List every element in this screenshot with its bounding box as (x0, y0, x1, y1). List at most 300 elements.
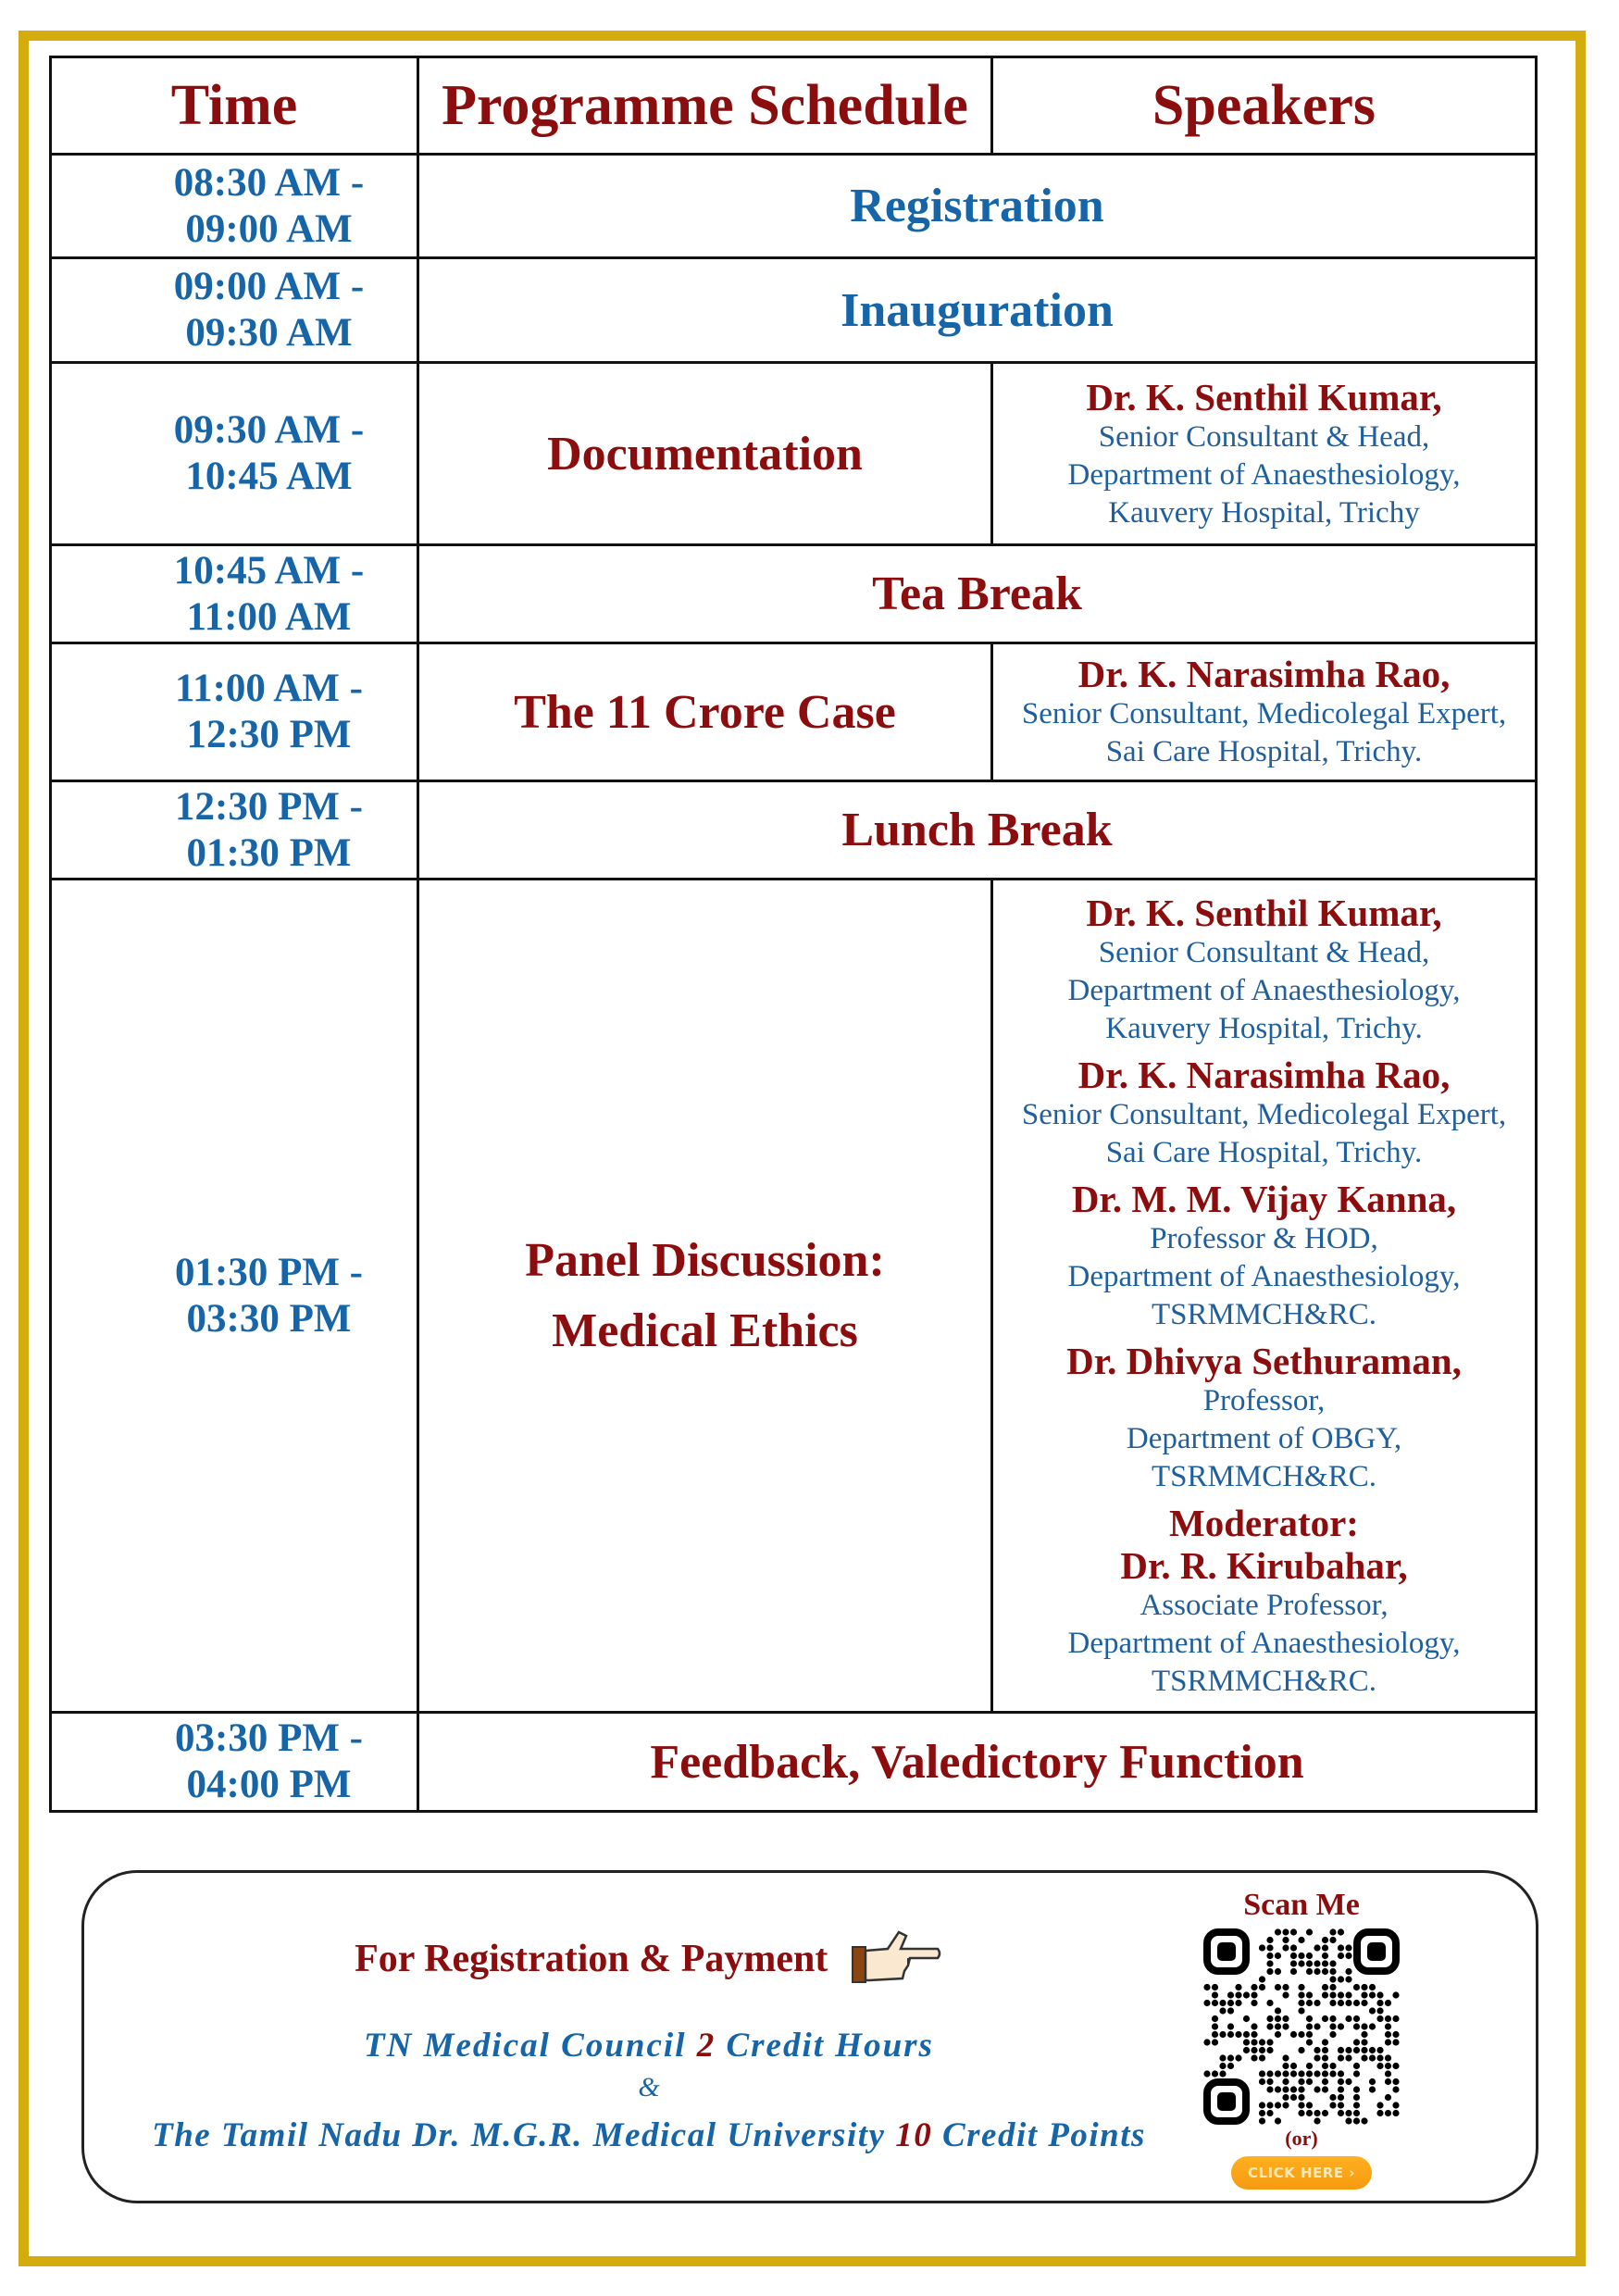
qr-module (1314, 2070, 1320, 2077)
speaker-detail: Department of Anaesthesiology, (1067, 1259, 1461, 1293)
qr-module (1266, 2000, 1273, 2006)
qr-module (1251, 2054, 1257, 2061)
qr-module (1259, 2117, 1265, 2124)
qr-module (1385, 2031, 1391, 2038)
speaker-detail: Department of OBGY, (1126, 1421, 1402, 1455)
qr-module (1361, 2047, 1367, 2053)
qr-module (1322, 1944, 1328, 1951)
qr-module (1345, 1953, 1351, 1959)
qr-module (1353, 2015, 1360, 2022)
qr-module (1369, 1984, 1376, 1990)
qr-module (1385, 2094, 1391, 2101)
panelist (993, 892, 1535, 1048)
qr-module (1385, 2063, 1391, 2069)
qr-module (1376, 2102, 1383, 2108)
qr-module (1266, 2039, 1273, 2045)
or-label: (or) (1285, 2127, 1318, 2150)
speaker-detail: TSRMMCH&RC. (1152, 1297, 1376, 1331)
qr-module (1385, 2015, 1391, 2022)
qr-module (1203, 1984, 1210, 1990)
qr-module (1353, 2086, 1360, 2092)
qr-module (1322, 2047, 1328, 2053)
qr-module (1361, 1991, 1367, 1998)
qr-module (1203, 2039, 1210, 2045)
qr-module (1392, 2086, 1399, 2092)
time-end: 11:00 AM (186, 594, 352, 639)
credit1-suffix: Credit Hours (716, 2027, 934, 2065)
qr-module (1353, 2047, 1360, 2053)
qr-module (1322, 2110, 1328, 2116)
time-cell (51, 545, 418, 643)
time-start: 12:30 PM - (175, 784, 363, 829)
session-title-line2: Medical Ethics (552, 1304, 858, 1357)
time-start: 10:45 AM - (173, 548, 365, 593)
qr-module (1219, 2007, 1226, 2014)
qr-module (1338, 2086, 1344, 2092)
qr-module (1314, 2117, 1320, 2124)
qr-module (1314, 2110, 1320, 2116)
qr-module (1282, 1937, 1289, 1943)
qr-module (1290, 2063, 1297, 2069)
session-title: Registration (418, 155, 1537, 258)
qr-module (1243, 2047, 1250, 2053)
time-end: 09:00 AM (185, 206, 353, 251)
qr-module (1322, 2063, 1328, 2069)
session-title: The 11 Crore Case (418, 643, 992, 781)
qr-module (1219, 2031, 1226, 2038)
qr-module (1369, 2086, 1376, 2092)
registration-box (81, 1870, 1538, 2203)
qr-module (1306, 2102, 1313, 2108)
qr-module (1227, 2023, 1234, 2029)
credit2-number: 10 (895, 2116, 933, 2154)
qr-module (1275, 2023, 1281, 2029)
qr-module (1251, 1984, 1257, 1990)
qr-module (1306, 2063, 1313, 2069)
qr-module (1259, 1984, 1265, 1990)
qr-module (1329, 1991, 1336, 1998)
qr-module (1266, 1937, 1273, 1943)
qr-module (1361, 2023, 1367, 2029)
qr-module (1314, 2086, 1320, 2092)
speaker-detail: TSRMMCH&RC. (1152, 1459, 1376, 1493)
speaker-detail: Associate Professor, (1140, 1588, 1389, 1622)
qr-module (1392, 2039, 1399, 2045)
qr-module (1385, 2000, 1391, 2006)
qr-module (1259, 2102, 1265, 2108)
qr-module (1259, 1944, 1265, 1951)
qr-module (1329, 2094, 1336, 2101)
qr-module (1385, 2054, 1391, 2061)
qr-module (1345, 1976, 1351, 1982)
qr-module (1329, 2000, 1336, 2006)
qr-module (1353, 2039, 1360, 2045)
qr-module (1361, 1984, 1367, 1990)
qr-module (1322, 1960, 1328, 1966)
time-cell (51, 1713, 418, 1812)
qr-module (1266, 2102, 1273, 2108)
qr-module (1361, 2117, 1367, 2124)
speaker-detail: Department of Anaesthesiology, (1067, 457, 1461, 492)
qr-module (1298, 2078, 1304, 2085)
time-start: 09:00 AM - (173, 265, 365, 308)
table-row (51, 545, 1537, 643)
qr-module (1345, 2015, 1351, 2022)
time-end: 09:30 AM (185, 311, 353, 355)
speaker-detail: Professor, (1202, 1383, 1326, 1417)
qr-module (1282, 2078, 1289, 2085)
qr-module (1338, 2054, 1344, 2061)
qr-module (1376, 2007, 1383, 2014)
qr-module (1219, 2054, 1226, 2061)
qr-module (1266, 1944, 1273, 1951)
qr-module (1392, 1991, 1399, 1998)
qr-module (1353, 2117, 1360, 2124)
qr-module (1353, 2070, 1360, 2077)
qr-module (1282, 2070, 1289, 2077)
qr-module (1212, 2023, 1218, 2029)
speaker-name: Dr. K. Narasimha Rao, (1077, 653, 1451, 695)
registration-title: For Registration & Payment (355, 1938, 828, 1981)
qr-module (1212, 2031, 1218, 2038)
pointing-hand-icon (851, 1928, 943, 1996)
qr-module (1212, 2015, 1218, 2022)
qr-module (1345, 1968, 1351, 1975)
qr-module (1338, 2078, 1344, 2085)
session-title-line1: Panel Discussion: (525, 1233, 885, 1287)
qr-module (1376, 2000, 1383, 2006)
qr-module (1275, 2086, 1281, 2092)
qr-module (1314, 2047, 1320, 2053)
qr-module (1376, 2047, 1383, 2053)
session-title (418, 880, 992, 1713)
table-row (51, 643, 1537, 781)
table-row (51, 363, 1537, 545)
qr-module (1306, 2070, 1313, 2077)
speaker-detail: Department of Anaesthesiology, (1067, 1626, 1461, 1660)
qr-module (1203, 2000, 1210, 2006)
qr-module (1282, 2023, 1289, 2029)
speaker-detail: Senior Consultant, Medicolegal Expert, (1021, 697, 1507, 730)
qr-module (1345, 2110, 1351, 2116)
qr-module (1322, 1953, 1328, 1959)
time-cell (51, 363, 418, 545)
qr-module (1314, 2023, 1320, 2029)
qr-module (1227, 2000, 1234, 2006)
qr-module (1282, 2063, 1289, 2069)
scan-section (1200, 1888, 1403, 2190)
qr-module (1329, 2015, 1336, 2022)
speaker-name: Dr. M. M. Vijay Kanna, (1071, 1177, 1457, 1220)
qr-module (1322, 1991, 1328, 1998)
qr-module (1306, 1991, 1313, 1998)
table-row (51, 880, 1537, 1713)
qr-module (1314, 2000, 1320, 2006)
qr-module (1306, 2000, 1313, 2006)
table-header-row (51, 57, 1537, 155)
qr-module (1282, 1928, 1289, 1935)
qr-module (1322, 1984, 1328, 1990)
qr-module (1282, 2102, 1289, 2108)
qr-module (1243, 2015, 1250, 2022)
speaker-detail: Sai Care Hospital, Trichy. (1105, 735, 1423, 768)
qr-module (1290, 2086, 1297, 2092)
qr-module (1306, 2078, 1313, 2085)
qr-module (1266, 1953, 1273, 1959)
qr-module (1275, 2015, 1281, 2022)
qr-module (1235, 2000, 1241, 2006)
schedule-table (49, 56, 1538, 1813)
qr-module (1227, 2031, 1234, 2038)
qr-module (1361, 2000, 1367, 2006)
qr-module (1212, 1984, 1218, 1990)
time-start: 08:30 AM - (173, 160, 365, 205)
scan-me-label: Scan Me (1243, 1888, 1360, 1922)
qr-module (1369, 2054, 1376, 2061)
qr-module (1243, 1991, 1250, 1998)
qr-module (1322, 2070, 1328, 2077)
qr-module (1251, 2023, 1257, 2029)
speaker-name: Dr. K. Narasimha Rao, (1077, 1053, 1451, 1096)
qr-module (1290, 1944, 1297, 1951)
qr-module (1345, 1991, 1351, 1998)
qr-module (1338, 1976, 1344, 1982)
qr-finder-center (1217, 2092, 1236, 2111)
qr-module (1290, 1928, 1297, 1935)
qr-module (1329, 2070, 1336, 2077)
qr-module (1376, 1991, 1383, 1998)
speakers-cell (992, 880, 1537, 1713)
qr-module (1290, 2094, 1297, 2101)
time-cell (51, 880, 418, 1713)
moderator (993, 1502, 1535, 1701)
tnmc-credit-text (84, 2026, 1214, 2065)
qr-module (1353, 2023, 1360, 2029)
qr-module (1345, 2047, 1351, 2053)
qr-module (1259, 2078, 1265, 2085)
panelist (993, 1340, 1535, 1496)
session-title: Documentation (418, 363, 992, 545)
qr-module (1298, 2094, 1304, 2101)
qr-module (1329, 2102, 1336, 2108)
qr-module (1345, 2078, 1351, 2085)
qr-module (1314, 1968, 1320, 1975)
speaker-name: Dr. Dhivya Sethuraman, (1066, 1339, 1462, 1382)
qr-module (1314, 1960, 1320, 1966)
qr-module (1392, 2031, 1399, 2038)
qr-module (1298, 2070, 1304, 2077)
qr-module (1212, 1991, 1218, 1998)
header-speakers: Speakers (992, 57, 1537, 155)
qr-module (1353, 2102, 1360, 2108)
qr-module (1306, 1928, 1313, 1935)
qr-module (1251, 2039, 1257, 2045)
qr-module (1219, 2063, 1226, 2069)
qr-module (1338, 2023, 1344, 2029)
table-row (51, 258, 1537, 363)
qr-module (1243, 2031, 1250, 2038)
qr-module (1251, 2031, 1257, 2038)
qr-module (1203, 2070, 1210, 2077)
qr-module (1329, 2031, 1336, 2038)
qr-module (1235, 2031, 1241, 2038)
qr-module (1298, 2007, 1304, 2014)
speaker-name: Dr. K. Senthil Kumar, (1086, 375, 1442, 418)
qr-module (1290, 2070, 1297, 2077)
qr-module (1338, 2047, 1344, 2053)
qr-module (1298, 1937, 1304, 1943)
qr-module (1227, 2054, 1234, 2061)
qr-module (1266, 2023, 1273, 2029)
qr-module (1282, 2086, 1289, 2092)
speaker-detail: TSRMMCH&RC. (1152, 1664, 1376, 1698)
speakers-cell (992, 363, 1537, 545)
qr-module (1376, 2015, 1383, 2022)
qr-module (1282, 1984, 1289, 1990)
qr-module (1306, 2023, 1313, 2029)
qr-module (1392, 2063, 1399, 2069)
time-cell (51, 781, 418, 880)
speaker-detail: Department of Anaesthesiology, (1067, 973, 1461, 1007)
qr-module (1376, 2054, 1383, 2061)
speaker-detail: Senior Consultant & Head, (1098, 419, 1430, 454)
qr-module (1306, 1960, 1313, 1966)
speaker-detail: Professor & HOD, (1150, 1221, 1378, 1255)
time-start: 09:30 AM - (173, 408, 365, 452)
qr-module (1392, 2078, 1399, 2085)
qr-module (1345, 2000, 1351, 2006)
time-end: 01:30 PM (186, 830, 352, 875)
qr-module (1243, 2039, 1250, 2045)
qr-code-icon[interactable] (1203, 1928, 1400, 2125)
qr-module (1227, 1991, 1234, 1998)
qr-module (1275, 2007, 1281, 2014)
qr-module (1275, 1928, 1281, 1935)
qr-module (1338, 2110, 1344, 2116)
qr-module (1266, 2110, 1273, 2116)
table-row (51, 1713, 1537, 1812)
qr-module (1298, 1953, 1304, 1959)
session-title: Lunch Break (418, 781, 1537, 880)
speaker-detail: Kauvery Hospital, Trichy (1108, 495, 1420, 530)
qr-module (1338, 2094, 1344, 2101)
time-start: 01:30 PM - (175, 1250, 363, 1294)
qr-module (1329, 1976, 1336, 1982)
click-here-button[interactable]: CLICK HERE › (1231, 2156, 1372, 2190)
qr-module (1314, 1944, 1320, 1951)
qr-module (1322, 2054, 1328, 2061)
qr-module (1298, 2047, 1304, 2053)
qr-module (1369, 2047, 1376, 2053)
qr-module (1219, 2070, 1226, 2077)
qr-module (1306, 2039, 1313, 2045)
qr-module (1259, 2054, 1265, 2061)
qr-module (1259, 1976, 1265, 1982)
panelist (993, 1054, 1535, 1172)
qr-module (1266, 2070, 1273, 2077)
registration-heading (84, 1928, 1214, 1996)
qr-module (1275, 1968, 1281, 1975)
qr-module (1251, 2000, 1257, 2006)
moderator-label: Moderator: (1169, 1501, 1359, 1544)
speaker-detail: Senior Consultant, Medicolegal Expert, (1021, 1097, 1507, 1131)
qr-module (1322, 2078, 1328, 2085)
speaker-detail: Kauvery Hospital, Trichy. (1105, 1011, 1423, 1045)
qr-module (1275, 1953, 1281, 1959)
qr-module (1282, 1944, 1289, 1951)
qr-finder-center (1367, 1942, 1386, 1961)
qr-module (1298, 1984, 1304, 1990)
speaker-detail: Sai Care Hospital, Trichy. (1105, 1135, 1423, 1169)
qr-module (1369, 1991, 1376, 1998)
qr-module (1235, 2054, 1241, 2061)
qr-module (1338, 2000, 1344, 2006)
qr-module (1385, 2070, 1391, 2077)
qr-module (1227, 2063, 1234, 2069)
qr-module (1369, 2078, 1376, 2085)
qr-module (1298, 1991, 1304, 1998)
time-cell (51, 155, 418, 258)
qr-module (1290, 1968, 1297, 1975)
qr-module (1329, 2063, 1336, 2069)
qr-module (1345, 2054, 1351, 2061)
qr-module (1290, 2031, 1297, 2038)
qr-module (1227, 2007, 1234, 2014)
qr-module (1251, 2047, 1257, 2053)
qr-module (1275, 1984, 1281, 1990)
qr-module (1235, 1984, 1241, 1990)
qr-module (1385, 2110, 1391, 2116)
qr-module (1306, 2015, 1313, 2022)
qr-module (1385, 2039, 1391, 2045)
qr-module (1329, 1960, 1336, 1966)
ampersand: & (638, 2072, 660, 2103)
time-cell (51, 643, 418, 781)
qr-module (1282, 2094, 1289, 2101)
credit2-suffix: Credit Points (932, 2116, 1146, 2154)
qr-module (1376, 2110, 1383, 2116)
qr-module (1298, 2086, 1304, 2092)
qr-module (1338, 1991, 1344, 1998)
qr-module (1275, 2031, 1281, 2038)
time-end: 03:30 PM (186, 1296, 352, 1341)
table-row (51, 781, 1537, 880)
qr-module (1251, 1991, 1257, 1998)
university-credit-text (84, 2115, 1214, 2155)
qr-module (1361, 2031, 1367, 2038)
credit2-prefix: The Tamil Nadu Dr. M.G.R. Medical University (152, 2116, 896, 2154)
qr-module (1282, 2054, 1289, 2061)
qr-module (1266, 2047, 1273, 2053)
qr-module (1275, 2117, 1281, 2124)
qr-module (1266, 2078, 1273, 2085)
qr-module (1306, 2110, 1313, 2116)
qr-module (1322, 1937, 1328, 1943)
time-end: 04:00 PM (186, 1763, 352, 1806)
qr-module (1212, 2070, 1218, 2077)
qr-module (1353, 2110, 1360, 2116)
speaker-name: Dr. R. Kirubahar, (1120, 1543, 1408, 1587)
qr-module (1376, 2063, 1383, 2069)
qr-module (1353, 2094, 1360, 2101)
qr-module (1282, 1991, 1289, 1998)
qr-module (1298, 2000, 1304, 2006)
header-schedule: Programme Schedule (418, 57, 992, 155)
speakers-cell (992, 643, 1537, 781)
qr-module (1353, 2063, 1360, 2069)
qr-module (1322, 2086, 1328, 2092)
session-title: Feedback, Valedictory Function (418, 1713, 1537, 1812)
